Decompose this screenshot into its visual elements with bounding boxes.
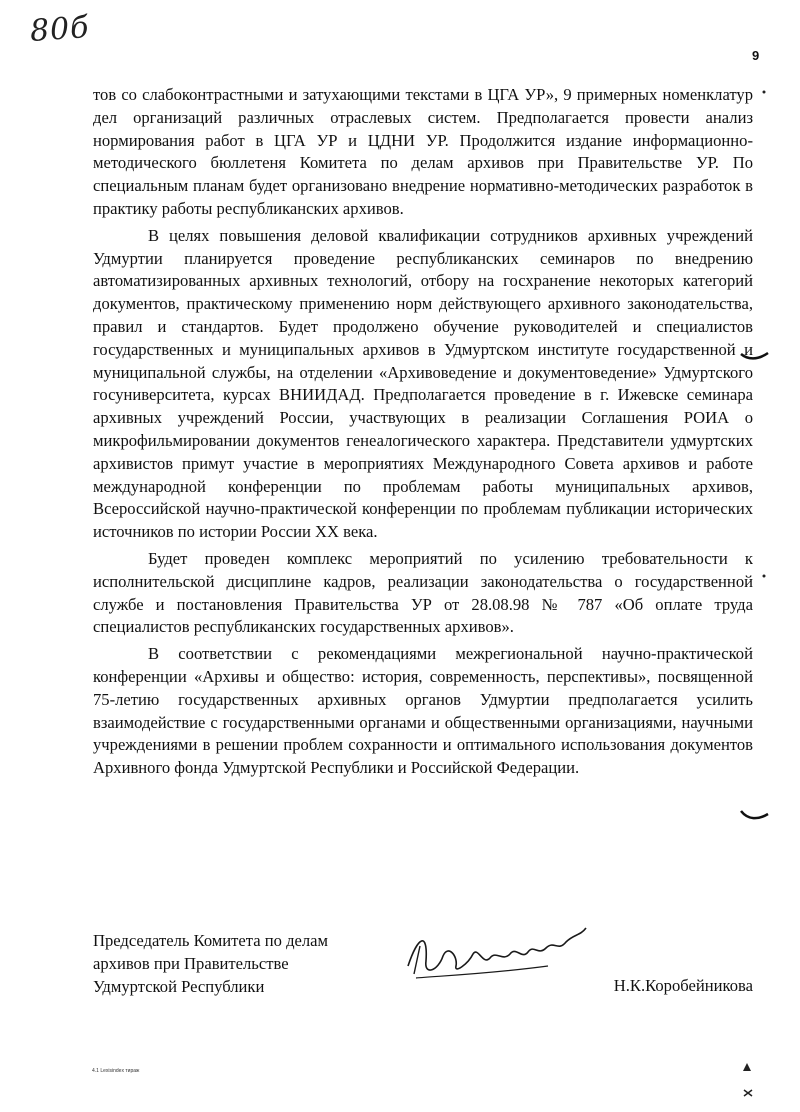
scan-mark: [760, 88, 768, 96]
signatory-title: [93, 930, 413, 998]
signatory-title-line: Председатель Комитета по делам: [93, 931, 329, 950]
scan-mark: [740, 350, 770, 362]
signatory-title-line: архивов при Правительстве: [93, 953, 289, 973]
scan-mark: [740, 808, 770, 822]
paragraph-discipline: Будет проведен комплекс мероприятий по усилению требовательности к исполнительской дисциплине кадров, реализации законодательства о государственной службе и постановления Правительства УР от 28.08.98 № 787 «Об оплате труда специалистов республиканских государственных архивов».: [93, 548, 753, 637]
footer-print: 4.1 Lexisindex тираж: [92, 1068, 140, 1074]
handwritten-signature: [398, 916, 598, 996]
signature-block: [93, 930, 753, 1010]
scan-mark: [740, 1060, 754, 1074]
signatory-title-line: Удмуртской Республики: [93, 976, 265, 996]
document-body: [93, 84, 753, 780]
page-number: 9: [752, 48, 760, 63]
paragraph-continuation: тов со слабоконтрастными и затухающими текстами в ЦГА УР», 9 примерных номенклатур дел организаций различных отраслевых систем. Предполагается провести анализ нормирования работ в ЦГА УР и ЦДНИ УР. Продолжится издание информационно-методического бюллетеня Комитета по делам архивов при Правительстве УР. По специальным планам будет организовано внедрение нормативно-методических разработок в практику работы республиканских архивов.: [93, 85, 753, 218]
scan-mark: [760, 572, 768, 580]
paragraph-qualification: В целях повышения деловой квалификации сотрудников архивных учреждений Удмуртии планируется проведение республиканских семинаров по внедрению автоматизированных архивных технологий, отбору на госхранение некоторых категорий документов, практическому применению норм действующего архивного законодательства, правил и стандартов. Будет продолжено обучение руководителей и специалистов государственных и муниципальных архивов в Удмуртском институте государственной и муниципальной службы, на отделении «Архивоведение и документоведение» Удмуртского госуниверситета, курсах ВНИИДАД. Предполагается проведение в г. Ижевске семинара архивных учреждений России, участвующих в реализации Соглашения РОИА о микрофильмировании документов генеалогического характера. Представители удмуртских архивистов примут участие в мероприятиях Международного Совета архивов и работе международной конференции по проблемам работы муниципальных архивов, Всероссийской научно-практической конференции по проблемам публикации исторических источников по истории России XX века.: [93, 225, 753, 542]
signatory-name: Н.К.Коробейникова: [613, 976, 753, 995]
handwritten-archive-note: 80б: [28, 9, 91, 50]
paragraph-cooperation: В соответствии с рекомендациями межрегиональной научно-практической конференции «Архивы и общество: история, современность, перспективы», посвященной 75-летию государственных архивных органов Удмуртии предполагается усилить взаимодействие с государственными органами и общественными организациями, научными учреждениями в решении проблем сохранности и оптимального использования документов Архивного фонда Удмуртской Республики и Российской Федерации.: [93, 644, 753, 778]
scan-mark: [742, 1088, 754, 1098]
